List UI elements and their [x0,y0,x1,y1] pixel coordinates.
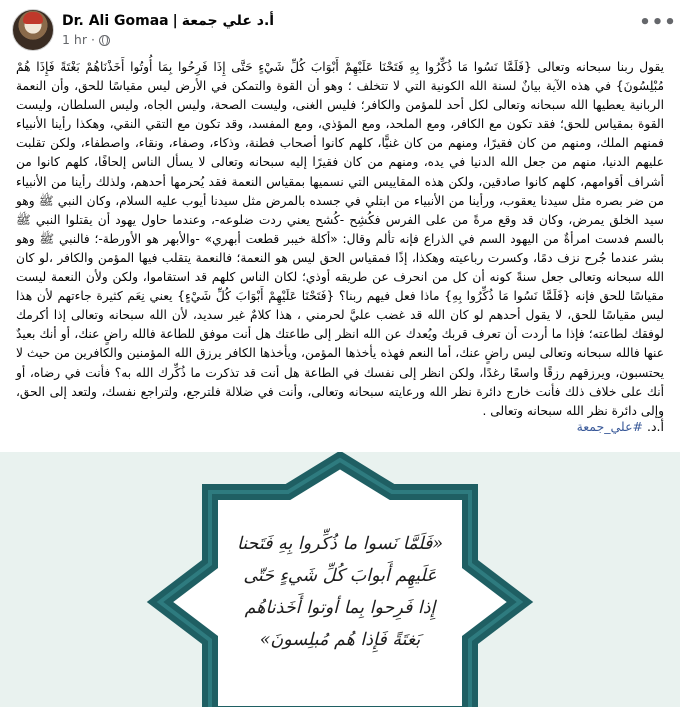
verse-line: «فَلَمَّا نَسوا ما ذُكِّروا بِهِ فَتَحنا [236,534,444,554]
signature-prefix: أ.د. [647,419,664,434]
verse-line: بَغتَةً فَإِذا هُم مُبلِسونَ» [259,630,421,650]
post-header [12,8,668,52]
hashtag-link[interactable]: #علي_جمعة [576,419,644,434]
verse-line: عَلَيهِم أَبوابَ كُلِّ شَيءٍ حَتّى [243,566,437,586]
author-name-ar[interactable]: أ.د علي جمعة [181,13,275,29]
meta-dot: · [91,32,95,47]
author-avatar[interactable] [12,9,54,51]
post-paragraph: يقول ربنا سبحانه وتعالى {فَلَمَّا نَسُوا مَا ذُكِّرُوا بِهِ فَتَحْنَا عَلَيْهِمْ أَبْوَابَ كُلِّ شَيْءٍ حَتَّى إِذَا فَرِحُوا بِمَا أُوتُوا أَخَذْنَاهُمْ بَغْتَةً فَإِذَا هُمْ مُبْلِسُونَ} في هذه الآية بيانٌ لسنة الله الكونية التي لا تتخلف ؛ وهو أن القوة والتمكن في الأرض ليس مقياسًا للحق، وأن النعمة الربانية يعطيها الله سبحانه وتعالى لكل أحد للمؤمن والكافر؛ فليس الغنى، وليست الصحة، وليس الجاه، وليس السلطان، وليست القوة بمقياس للحق؛ فقد تكون مع الكافر، ومع الملحد، ومع المؤذي، ومع المفسد، وقد تكون مع التقي النقي، وهكذا رأينا الأنبياء فمنهم الملك، ومنهم من كان فقيرًا، ومنهم من كان غنيًّا، كلهم كانوا أصحاب فطنة، وذكاء، وصفاء، ونقاء، واصطفاء، ولكن تقلبت عليهم الدنيا، منهم من جعل الله الدنيا في يده، ومنهم من كان فقيرًا إليه سبحانه وتعالى لا يسأل الناس إلحافًا، كلهم كانوا من أشراف أقوامهم، كلهم كانوا صادقين، ولكن هذه المقاييس التي نسميها بمقياس النعمة فقد يُحرمها أحدهم، ولذلك رأينا من الأنبياء من ضر بصره مثل سيدنا يعقوب، ورأينا من الأنبياء من ابتلي في جسده بالمرض مثل سيدنا أيوب عليه السلام، وكان النبي ﷺ وهو سيد الخلق يمرض، وكان قد وقع مرةً من على الفرس فكُشِح -كُشح يعني ردت ضلوعه-، وعندما حاول يهود أن يقتلوا النبي ﷺ بالسم فدست امرأةٌ من اليهود السم في الذراع فإنه تألم وقال: «أكلة خيبر قطعت أبهري» -والأبهر هو الأورطة-؛ فالنبي ﷺ وهو بشر عندما جُرح نزف دمًا، وكسرت رباعيته وهكذا، إذًا فمقياس الحق ليس هو النعمة؛ فالنعمة يتقلب فيها المؤمن والكافر ،لو كان الله سبحانه وتعالى جعل سنةً كونه أن كل من انحرف عن طريقه أوذي؛ لكان الناس كلهم قد استقاموا، ولكن ولأن النعمة ليست مقياسًا للحق فإنه {فَلَمَّا نَسُوا مَا ذُكِّرُوا بِهِ} ماذا فعل فيهم ربنا؟ {فَتَحْنَا عَلَيْهِمْ أَبْوَابَ كُلِّ شَيْءٍ} يعني نِعَم كثيرة جاءتهم لأن هذا ليس مقياسًا للحق، لا يقول أحدهم لو كان الله قد غضب عليَّ لحرمني ، هذا كلامٌ غير سديد، لأن الله سبحانه وتعالى إذا أكرمك لوفقك لطاعته؛ فإذا ما أردت أن تعرف قربك ويُعدك عن الله انظر إلى طاعتك هل أنت موفق للطاعة فالله راضٍ عنك، أو أنك بعيدٌ عنها فالله سبحانه وتعالى ليس راضٍ عنك، أما النعم فهذه يأخذها المؤمن، ويأخذها الكافر يرزق الله المؤمنين والكافرين من حيث لا يحتسبون، ويرزقهم رزقًا واسعًا رغدًا، ولكن انظر إلى نفسك في الطاعة هل أنت قد تذكرت ما ذُكِّرك الله به؟ فأنت في رضاه، أو أنك على خلاف ذلك فأنت خارج دائرة نظر الله ورعايته سبحانه وتعالى، وأنت في ضلالة فلترجع، ولتراجع نفسك، ولتعد إلى الحق، وإلى دائرة نظر الله سبحانه وتعالى . [16,60,664,418]
globe-icon[interactable] [99,35,110,46]
post-time-line [62,32,274,48]
verse-line: إِذا فَرِحوا بِما أوتوا أَخَذناهُم [244,598,436,618]
more-options-icon[interactable]: ••• [639,11,677,33]
author-name-en[interactable]: Dr. Ali Gomaa [62,13,169,29]
author-separator: | [172,13,178,29]
post-meta [62,12,274,48]
post-image[interactable] [0,452,680,707]
post-timestamp[interactable]: 1 hr [62,32,87,47]
quran-verse [0,528,680,656]
post-signature [16,418,664,436]
post-body [16,58,664,421]
author-line [62,12,274,30]
